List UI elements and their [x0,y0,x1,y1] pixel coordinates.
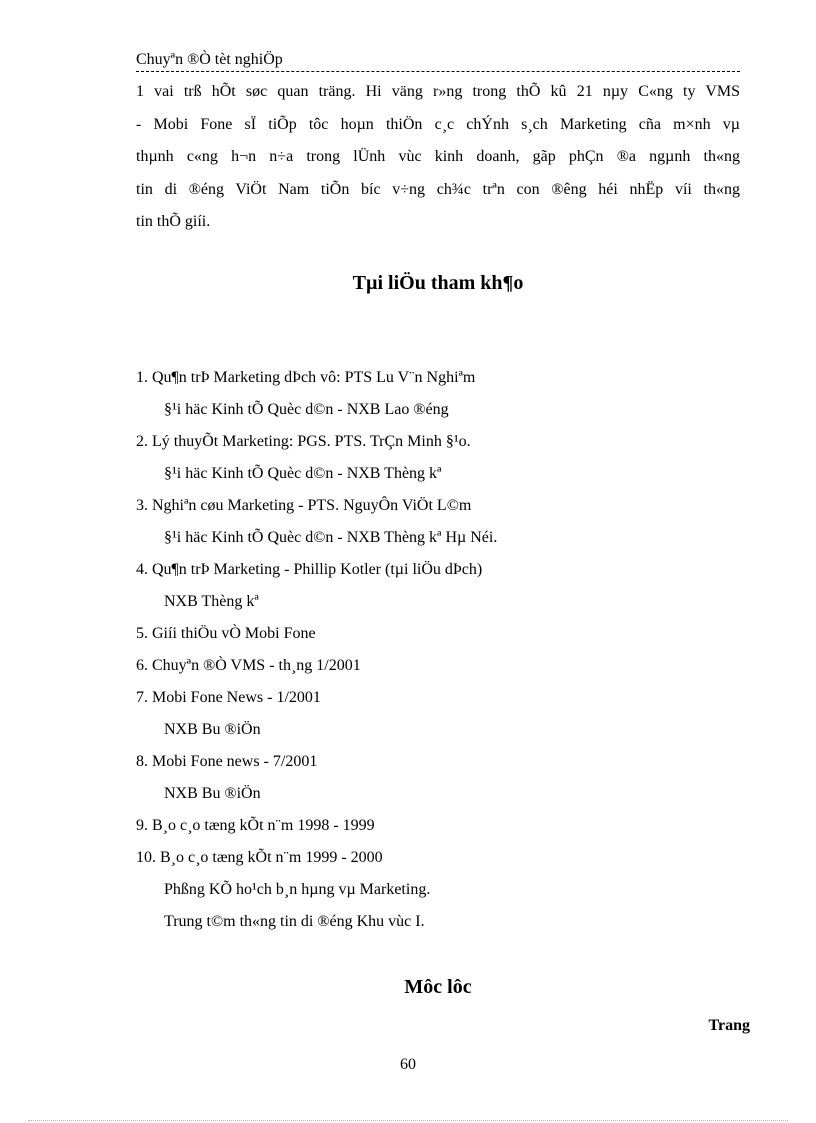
reference-item-publisher: Trung t©m th«ng tin di ®éng Khu vùc I. [164,913,425,930]
reference-item-main: 7. Mobi Fone News - 1/2001 [136,689,321,706]
body-line: - Mobi Fone sÏ tiÕp tôc hoµn thiÖn c¸c chÝnh s¸ch Marketing cña m×nh vµ [136,115,740,133]
body-line: 1 vai trß hÕt søc quan träng. Hi väng r»ng trong thÕ kû 21 nµy C«ng ty VMS [136,83,740,100]
body-line: thµnh c«ng h¬n n÷a trong lÜnh vùc kinh doanh, gãp phÇn ®a ngµnh th«ng [136,148,740,165]
reference-item-main: 9. B¸o c¸o tæng kÕt n¨m 1998 - 1999 [136,817,375,834]
reference-item-publisher: §¹i häc Kinh tÕ Quèc d©n - NXB Thèng kª [164,465,442,482]
toc-heading: Môc lôc [404,976,472,998]
reference-item-publisher: NXB Bu ®iÖn [164,785,261,802]
body-line: tin thÕ giíi. [136,213,211,230]
header-title: Chuyªn ®Ò tèt nghiÖp [136,51,283,68]
reference-list [136,362,740,938]
body-paragraph [136,76,740,239]
reference-item-main: 2. Lý thuyÕt Marketing: PGS. PTS. TrÇn Minh §¹o. [136,433,471,450]
reference-item-main: 4. Qu¶n trÞ Marketing - Phillip Kotler (tµi liÖu dÞch) [136,561,483,578]
page-header [136,50,740,72]
reference-item-main: 8. Mobi Fone news - 7/2001 [136,753,318,770]
page-bottom-divider [28,1120,788,1121]
reference-item-publisher: §¹i häc Kinh tÕ Quèc d©n - NXB Lao ®éng [164,401,449,418]
reference-item-main: 3. Nghiªn cøu Marketing - PTS. NguyÔn ViÖt L©m [136,497,472,514]
toc-trang-label: Trang [708,1017,750,1034]
reference-item-main: 1. Qu¶n trÞ Marketing dÞch vô: PTS Lu V¨n Nghiªm [136,369,476,386]
reference-item-publisher: Phßng KÕ ho¹ch b¸n hµng vµ Marketing. [164,881,431,898]
reference-item-publisher: §¹i häc Kinh tÕ Quèc d©n - NXB Thèng kª Hµ Néi. [164,529,498,546]
reference-item-main: 6. Chuyªn ®Ò VMS - th¸ng 1/2001 [136,657,361,674]
body-line: tin di ®éng ViÖt Nam tiÕn bíc v÷ng ch¾c trªn con ®êng héi nhËp víi th«ng [136,180,740,198]
reference-item-main: 10. B¸o c¸o tæng kÕt n¨m 1999 - 2000 [136,849,383,866]
page-number: 60 [400,1056,416,1073]
references-heading: Tµi liÖu tham kh¶o [352,272,524,294]
reference-item-main: 5. Giíi thiÖu vÒ Mobi Fone [136,625,316,642]
reference-item-publisher: NXB Bu ®iÖn [164,721,261,738]
reference-item-publisher: NXB Thèng kª [164,593,259,610]
